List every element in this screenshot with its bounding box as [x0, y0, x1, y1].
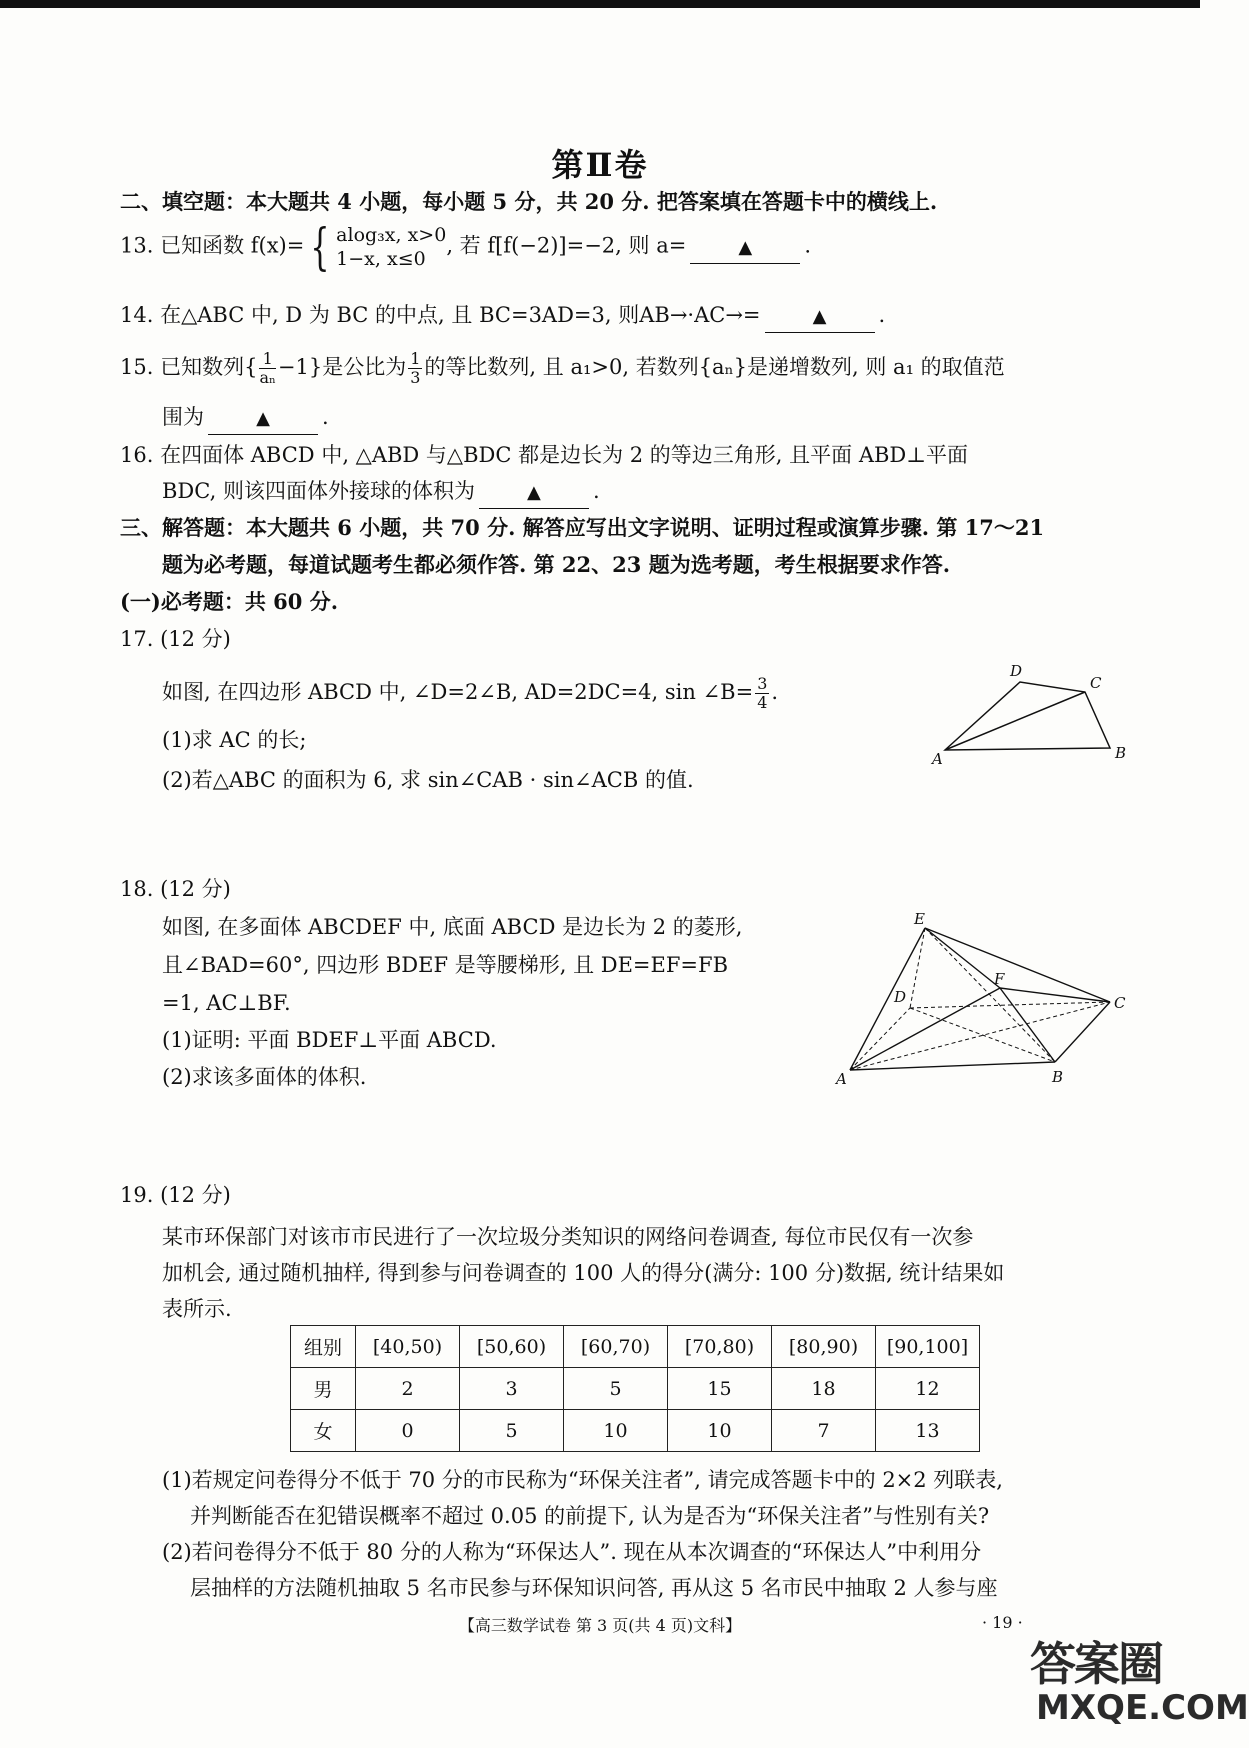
table-header-cell: [40,50)	[356, 1326, 460, 1368]
q14-end: .	[878, 303, 886, 327]
q17-stem-prefix: 如图, 在四边形 ABCD 中, ∠D=2∠B, AD=2DC=4, sin ∠B=	[162, 680, 754, 704]
q15-frac-num: 1	[259, 350, 275, 369]
question-18-line3: =1, AC⊥BF.	[162, 991, 291, 1015]
question-19-part2-line1: (2)若问卷得分不低于 80 分的人称为“环保达人”. 现在从本次调查的“环保达人”中利用分	[162, 1540, 982, 1564]
question-17-head: 17. (12 分)	[120, 627, 231, 651]
table-cell: 5	[564, 1368, 668, 1410]
edge-bc	[1055, 1002, 1110, 1062]
table-cell: 3	[460, 1368, 564, 1410]
table-row	[291, 1410, 980, 1452]
triangle-icon: ▲	[256, 408, 270, 429]
question-19-part1-line1: (1)若规定问卷得分不低于 70 分的市民称为“环保关注者”, 请完成答题卡中的 2×2 列联表,	[162, 1468, 1003, 1492]
q18-polyhedron-figure	[830, 910, 1130, 1090]
table-header-cell: [60,70)	[564, 1326, 668, 1368]
table-header-cell: [90,100]	[876, 1326, 980, 1368]
triangle-icon: ▲	[738, 236, 753, 258]
q18-label-c: C	[1114, 994, 1126, 1012]
q17-sin-fraction	[755, 675, 769, 712]
table-cell: 5	[460, 1410, 564, 1452]
question-19-head: 19. (12 分)	[120, 1183, 231, 1207]
edge-ae	[850, 928, 925, 1070]
question-19-line2: 加机会, 通过随机抽样, 得到参与问卷调查的 100 人的得分(满分: 100 分)数据, 统计结果如	[162, 1261, 1005, 1285]
question-17-stem	[162, 675, 778, 712]
brace-icon: {	[310, 218, 330, 276]
triangle-icon: ▲	[527, 482, 541, 503]
q13-case1: alog₃x, x>0	[336, 224, 447, 246]
table-cell: 12	[876, 1368, 980, 1410]
q18-label-e: E	[914, 910, 925, 928]
watermark-logo	[1030, 1628, 1249, 1740]
table-header-cell: [80,90)	[772, 1326, 876, 1368]
table-cell: 18	[772, 1368, 876, 1410]
score-table	[290, 1325, 980, 1452]
q17-sin-den: 4	[757, 693, 768, 712]
q15-fraction	[259, 350, 275, 387]
q13-answer-blank[interactable]	[690, 231, 800, 264]
question-18-part1: (1)证明: 平面 BDEF⊥平面 ABCD.	[162, 1028, 497, 1052]
q16-answer-blank[interactable]	[479, 476, 589, 509]
question-18-part2: (2)求该多面体的体积.	[162, 1065, 367, 1089]
section3-header-line1: 三、解答题：本大题共 6 小题，共 70 分. 解答应写出文字说明、证明过程或演算步骤. 第 17～21	[120, 515, 1045, 540]
question-15	[120, 350, 1005, 387]
q14-answer-blank[interactable]	[765, 300, 875, 333]
edge-af	[850, 988, 1000, 1070]
q15-mid: −1}是公比为	[277, 355, 407, 379]
question-17-part1: (1)求 AC 的长;	[162, 728, 307, 752]
q15-ratio-den: 3	[410, 368, 421, 387]
table-cell: 7	[772, 1410, 876, 1452]
q13-prefix: 13. 已知函数 f(x)=	[120, 233, 305, 258]
page-title: 第Ⅱ卷	[551, 146, 649, 184]
table-cell: 10	[668, 1410, 772, 1452]
q16-line2: BDC, 则该四面体外接球的体积为	[162, 479, 475, 503]
q15-ratio-num: 1	[410, 349, 421, 368]
q17-diagonal-ac	[945, 692, 1085, 750]
q15-ratio	[408, 350, 422, 387]
table-row-label: 女	[291, 1410, 356, 1452]
edge-ab	[850, 1062, 1055, 1070]
q17-stem-end: .	[771, 680, 779, 704]
table-header-cell: [50,60)	[460, 1326, 564, 1368]
q17-label-a: A	[932, 750, 943, 768]
watermark-top: 答案圈	[1030, 1637, 1162, 1691]
q15-frac-den: aₙ	[259, 368, 276, 387]
table-cell: 10	[564, 1410, 668, 1452]
triangle-icon: ▲	[812, 306, 827, 327]
q17-label-d: D	[1010, 662, 1023, 680]
question-19-part2-line2: 层抽样的方法随机抽取 5 名市民参与环保知识问答, 再从这 5 名市民中抽取 2 人参与座	[190, 1576, 998, 1600]
table-header-row	[291, 1326, 980, 1368]
q18-label-b: B	[1052, 1068, 1064, 1086]
table-header-cell: 组别	[291, 1326, 356, 1368]
question-18-head: 18. (12 分)	[120, 877, 231, 901]
q17-label-c: C	[1090, 674, 1102, 692]
q13-case2: 1−x, x≤0	[336, 248, 426, 270]
question-13	[120, 218, 811, 276]
q15-prefix: 15. 已知数列{	[120, 355, 258, 379]
q13-suffix: , 若 f[f(−2)]=−2, 则 a=	[446, 233, 687, 258]
question-19-part1-line2: 并判断能否在犯错误概率不超过 0.05 的前提下, 认为是否为“环保关注者”与性别有关?	[190, 1504, 990, 1528]
section3-header-line2: 题为必考题，每道试题考生都必须作答. 第 22、23 题为选考题，考生根据要求作答.	[162, 552, 950, 577]
page-number: · 19 ·	[982, 1613, 1023, 1632]
watermark-bottom: MXQE.COM	[1036, 1688, 1249, 1728]
q17-sin-num: 3	[757, 674, 768, 693]
q13-end: .	[804, 233, 811, 258]
q15-line2: 围为	[162, 405, 204, 429]
q18-label-a: A	[836, 1070, 847, 1088]
table-header-cell: [70,80)	[668, 1326, 772, 1368]
q16-end: .	[592, 479, 600, 503]
table-row	[291, 1368, 980, 1410]
question-19-line3: 表所示.	[162, 1297, 232, 1321]
table-cell: 2	[356, 1368, 460, 1410]
q17-quadrilateral-figure	[930, 660, 1130, 770]
question-16-line1: 16. 在四面体 ABCD 中, △ABD 与△BDC 都是边长为 2 的等边三角形, 且平面 ABD⊥平面	[120, 443, 969, 467]
question-18-line1: 如图, 在多面体 ABCDEF 中, 底面 ABCD 是边长为 2 的菱形,	[162, 915, 743, 939]
edge-fb	[1000, 988, 1055, 1062]
q15-answer-blank[interactable]	[208, 402, 318, 435]
q15-end: .	[322, 405, 329, 429]
page-footer: 【高三数学试卷 第 3 页(共 4 页)文科】	[458, 1616, 742, 1635]
table-cell: 15	[668, 1368, 772, 1410]
q14-text: 14. 在△ABC 中, D 为 BC 的中点, 且 BC=3AD=3, 则AB→·AC→=	[120, 303, 761, 327]
table-cell: 0	[356, 1410, 460, 1452]
table-cell: 13	[876, 1410, 980, 1452]
question-18-line2: 且∠BAD=60°, 四边形 BDEF 是等腰梯形, 且 DE=EF=FB	[162, 953, 729, 977]
required-header: (一)必考题：共 60 分.	[120, 589, 339, 614]
question-19-line1: 某市环保部门对该市市民进行了一次垃圾分类知识的网络问卷调查, 每位市民仅有一次参	[162, 1225, 974, 1249]
q15-rest: 的等比数列, 且 a₁>0, 若数列{aₙ}是递增数列, 则 a₁ 的取值范	[424, 355, 1005, 379]
q17-label-b: B	[1115, 744, 1127, 762]
table-row-label: 男	[291, 1368, 356, 1410]
question-15-line2	[162, 402, 329, 435]
edge-ef	[925, 928, 1000, 988]
question-16-line2	[162, 476, 600, 509]
section2-header: 二、填空题：本大题共 4 小题，每小题 5 分，共 20 分. 把答案填在答题卡中的横线上.	[120, 189, 938, 214]
q13-piecewise	[336, 223, 446, 271]
question-17-part2: (2)若△ABC 的面积为 6, 求 sin∠CAB · sin∠ACB 的值.	[162, 768, 694, 792]
q18-label-d: D	[894, 988, 907, 1006]
q18-label-f: F	[994, 970, 1005, 988]
question-14	[120, 300, 885, 333]
